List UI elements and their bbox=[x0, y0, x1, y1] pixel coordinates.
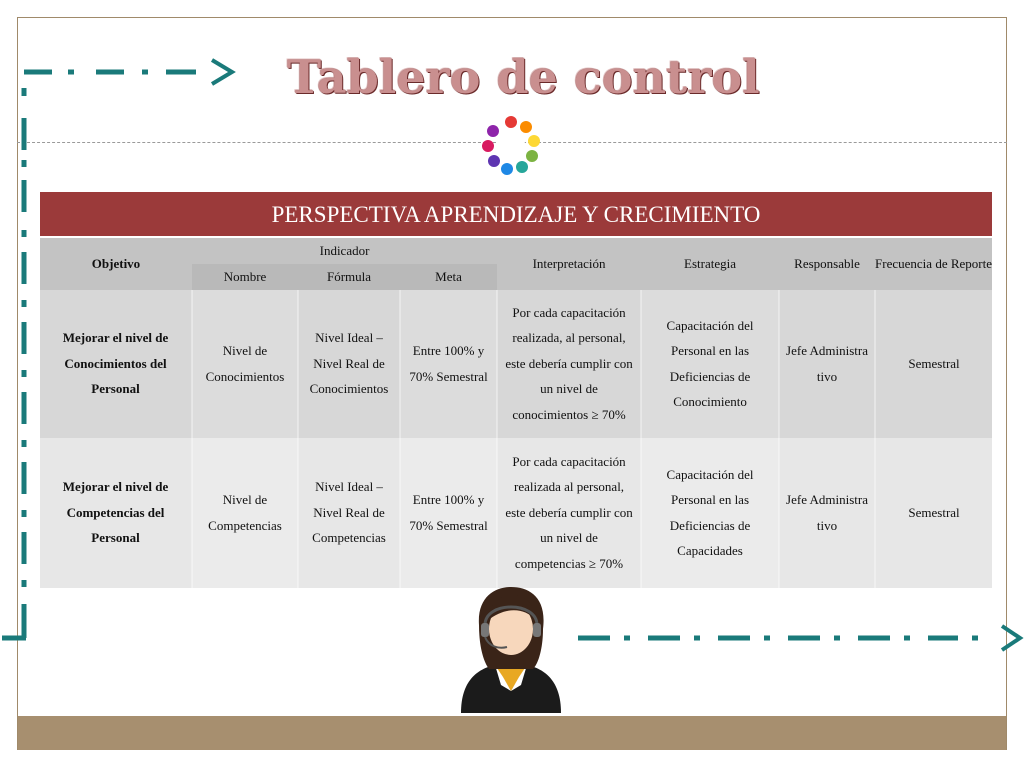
table-row bbox=[40, 438, 992, 588]
table-header: PERSPECTIVA APRENDIZAJE Y CRECIMIENTO bbox=[40, 192, 992, 238]
support-agent-icon bbox=[455, 585, 567, 713]
indicator-table bbox=[40, 238, 992, 588]
page-title: Tablero de control bbox=[287, 50, 760, 104]
people-ring-icon bbox=[479, 113, 543, 177]
cell-frecuencia: Semestral bbox=[908, 355, 960, 371]
col-nombre: Nombre bbox=[192, 264, 298, 290]
col-estrategia: Estrategia bbox=[641, 238, 779, 290]
cell-formula: Nivel Ideal – Nivel Real de Competencias bbox=[312, 479, 386, 546]
col-indicador: Indicador bbox=[192, 238, 497, 264]
col-objetivo: Objetivo bbox=[40, 238, 192, 290]
cell-nombre: Nivel de Conocimientos bbox=[205, 343, 285, 384]
cell-interpretacion: Por cada capacitación realizada, al personal, este debería cumplir con un nivel de conocimientos ≥ 70% bbox=[505, 304, 633, 422]
cell-responsable: Jefe Administrativo bbox=[786, 492, 869, 533]
col-formula: Fórmula bbox=[298, 264, 400, 290]
cell-estrategia: Capacitación del Personal en las Deficiencias de Capacidades bbox=[666, 466, 754, 558]
col-meta: Meta bbox=[400, 264, 497, 290]
cell-formula: Nivel Ideal – Nivel Real de Conocimientos bbox=[309, 330, 389, 397]
col-frecuencia: Frecuencia de Reporte bbox=[875, 238, 992, 290]
cell-meta: Entre 100% y 70% Semestral bbox=[409, 343, 488, 384]
cell-interpretacion: Por cada capacitación realizada al personal, este debería cumplir con un nivel de competencias ≥ 70% bbox=[505, 453, 633, 571]
cell-objetivo: Mejorar el nivel de Conocimientos del Personal bbox=[62, 330, 169, 397]
col-interpretacion: Interpretación bbox=[497, 238, 641, 290]
cell-estrategia: Capacitación del Personal en las Deficiencias de Conocimiento bbox=[666, 317, 754, 409]
col-responsable: Responsable bbox=[779, 238, 875, 290]
cell-frecuencia: Semestral bbox=[908, 504, 960, 520]
cell-objetivo: Mejorar el nivel de Competencias del Personal bbox=[62, 479, 169, 546]
control-table bbox=[40, 192, 992, 588]
cell-nombre: Nivel de Competencias bbox=[208, 492, 282, 533]
table-row bbox=[40, 290, 992, 438]
cell-meta: Entre 100% y 70% Semestral bbox=[409, 492, 488, 533]
cell-responsable: Jefe Administrativo bbox=[786, 343, 869, 384]
